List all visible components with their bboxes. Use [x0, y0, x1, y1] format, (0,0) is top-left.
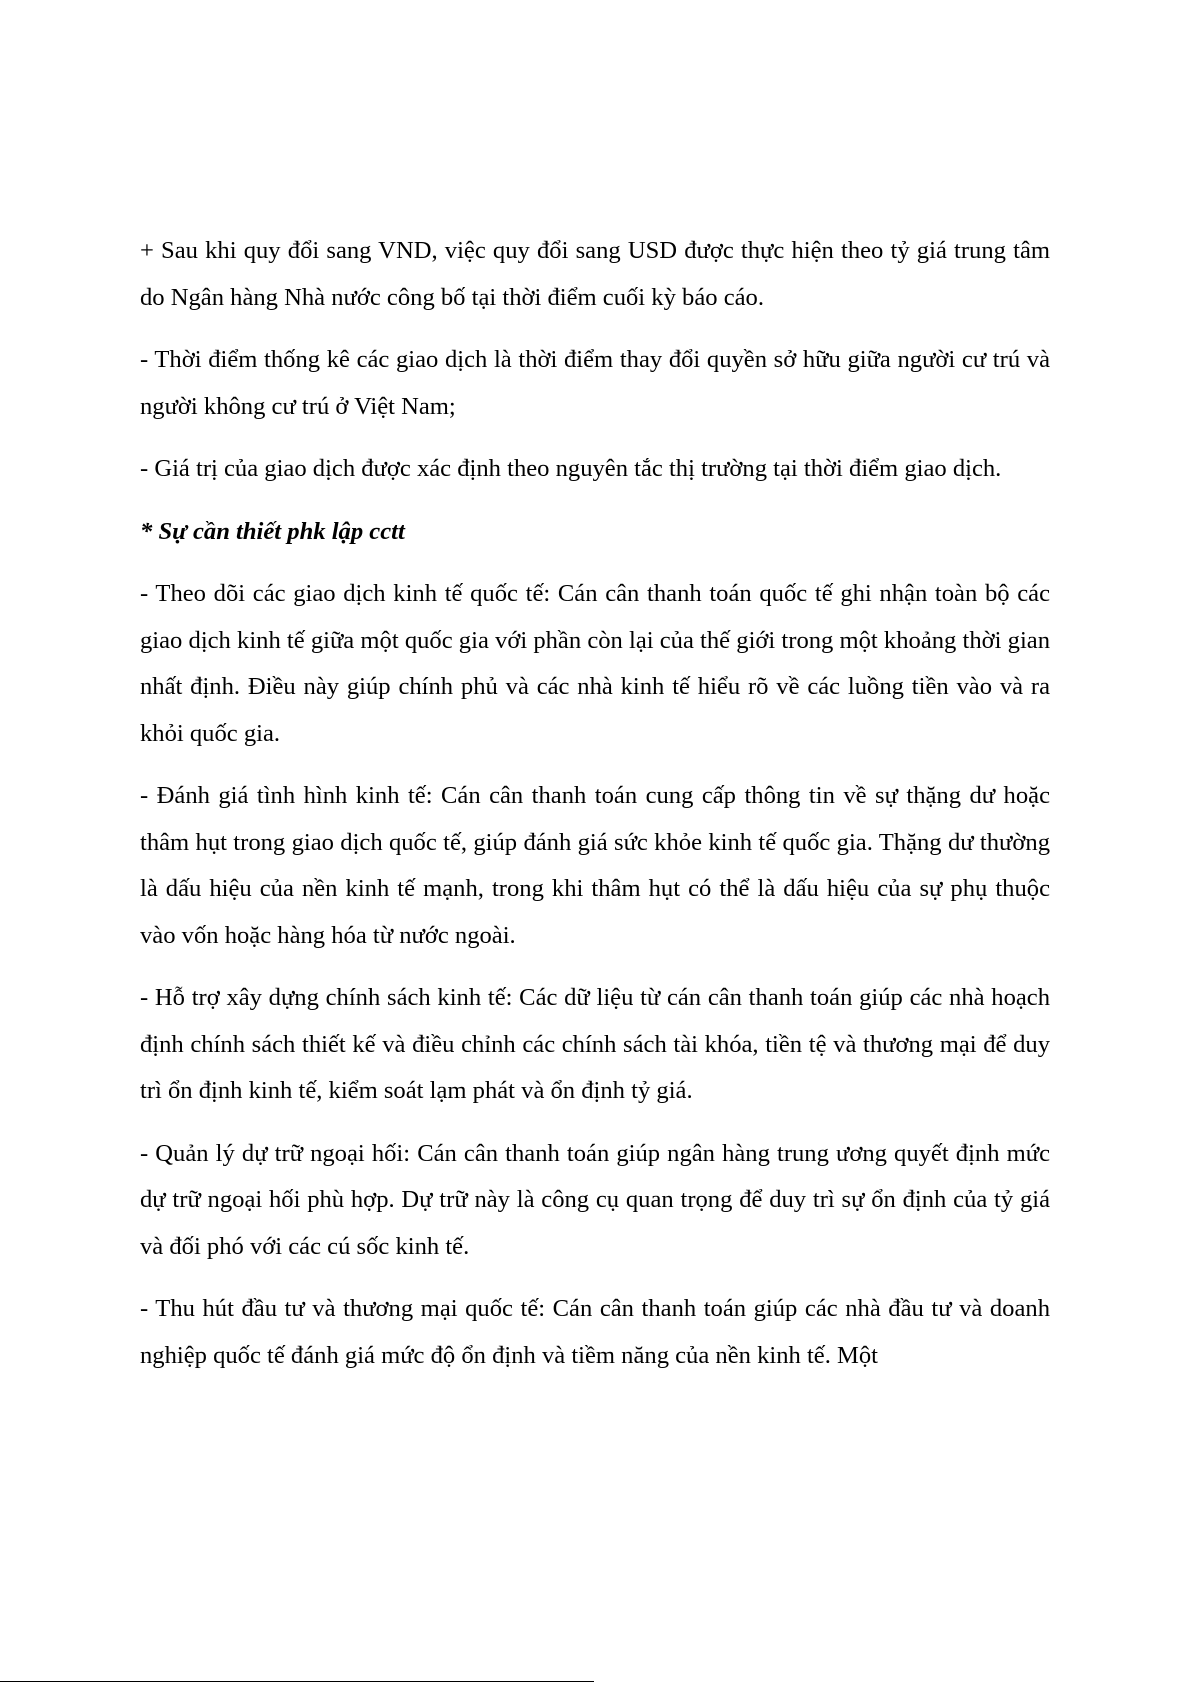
paragraph-assess-economy: - Đánh giá tình hình kinh tế: Cán cân thanh toán cung cấp thông tin về sự thặng dư hoặc thâm hụt trong giao dịch quốc tế, giúp đánh giá sức khỏe kinh tế quốc gia. Thặng dư thường là dấu hiệu của nền kinh tế mạnh, trong khi thâm hụt có thể là dấu hiệu của sự phụ thuộc vào vốn hoặc hàng hóa từ nước ngoài. — [140, 782, 1050, 949]
paragraph-attract-investment: - Thu hút đầu tư và thương mại quốc tế: Cán cân thanh toán giúp các nhà đầu tư và doanh nghiệp quốc tế đánh giá mức độ ổn định và tiềm năng của nền kinh tế. Một — [140, 1295, 1050, 1369]
paragraph-transaction-value: - Giá trị của giao dịch được xác định theo nguyên tắc thị trường tại thời điểm giao dịch. — [140, 455, 1002, 482]
section-heading-necessity: * Sự cần thiết phk lập cctt — [140, 517, 405, 545]
paragraph-reserve-management: - Quản lý dự trữ ngoại hối: Cán cân thanh toán giúp ngân hàng trung ương quyết định mức dự trữ ngoại hối phù hợp. Dự trữ này là công cụ quan trọng để duy trì sự ổn định của tỷ giá và đối phó với các cú sốc kinh tế. — [140, 1139, 1050, 1260]
paragraph-exchange-rate: + Sau khi quy đổi sang VND, việc quy đổi sang USD được thực hiện theo tỷ giá trung tâm do Ngân hàng Nhà nước công bố tại thời điểm cuối kỳ báo cáo. — [140, 237, 1050, 311]
paragraph-policy-support: - Hỗ trợ xây dựng chính sách kinh tế: Các dữ liệu từ cán cân thanh toán giúp các nhà hoạch định chính sách thiết kế và điều chỉnh các chính sách tài khóa, tiền tệ và thương mại để duy trì ổn định kinh tế, kiểm soát lạm phát và ổn định tỷ giá. — [140, 984, 1050, 1104]
paragraph-monitor-transactions: - Theo dõi các giao dịch kinh tế quốc tế: Cán cân thanh toán quốc tế ghi nhận toàn bộ các giao dịch kinh tế giữa một quốc gia với phần còn lại của thế giới trong một khoảng thời gian nhất định. Điều này giúp chính phủ và các nhà kinh tế hiểu rõ về các luồng tiền vào và ra khỏi quốc gia. — [140, 580, 1050, 747]
paragraph-transaction-time: - Thời điểm thống kê các giao dịch là thời điểm thay đổi quyền sở hữu giữa người cư trú và người không cư trú ở Việt Nam; — [140, 346, 1050, 420]
document-page — [140, 228, 1050, 1395]
footer-divider — [0, 1681, 594, 1682]
